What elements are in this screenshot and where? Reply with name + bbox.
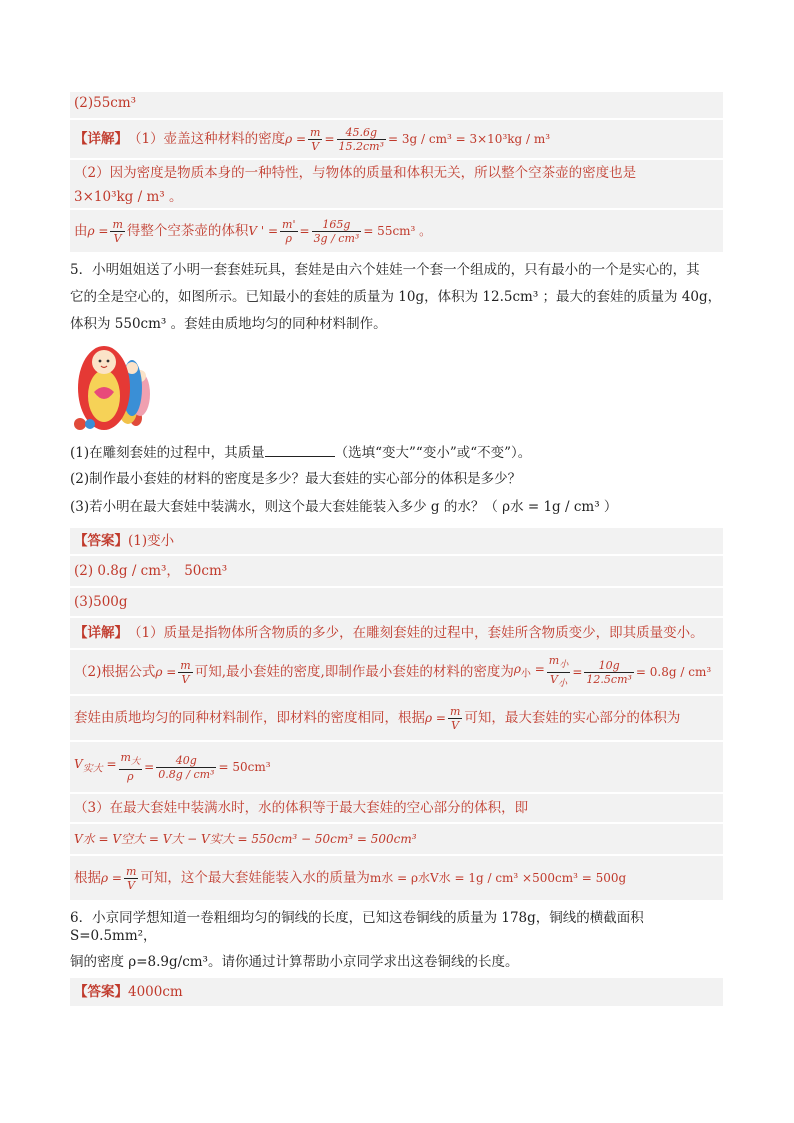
detail-3-den: 3g / cm³	[313, 231, 360, 245]
question-6	[70, 906, 723, 976]
worksheet-page	[70, 92, 723, 1006]
explain-3-b: 可知，最大套娃的实心部分的体积为	[464, 710, 681, 726]
detail-1-den: 15.2cm³	[338, 139, 385, 153]
answer-row-3	[70, 588, 723, 616]
detail-2-value: 3×10³kg / m³ 。	[74, 189, 183, 205]
detail-3-pre: 由	[74, 223, 88, 239]
detail-3-mid: 得整个空茶壶的体积	[126, 223, 249, 239]
q5-line-2: 它的全是空心的，如图所示。已知最小的套娃的质量为 10g，体积为 12.5cm³ ；最大的套娃的质量为 40g，	[70, 289, 722, 305]
explain-3-a: 套娃由质地均匀的同种材料制作，即材料的密度相同，根据	[74, 710, 425, 726]
q6-line-2: 铜的密度 ρ=8.9g/cm³。请你通过计算帮助小京同学求出这卷铜线的长度。	[70, 954, 519, 970]
explain-row-2: （2)根据公式 ρ = $\frac{m}{V}$ 可知,最小套娃的密度,即制作最小套娃的材料的密度为 $\rho_小$ = $\frac{m_小}{V_小}$ = $\frac{10g}{\text{12.5cm³}}$ = 0.8g / cm³	[70, 650, 723, 694]
detail-1-text: （1）壶盖这种材料的密度	[128, 131, 286, 147]
answer-3: (3)500g	[74, 594, 128, 610]
explain-2-a: （2)根据公式	[74, 664, 156, 680]
answer-part2-row	[70, 92, 723, 118]
q5-sub-1-text: (1)在雕刻套娃的过程中，其质量	[70, 445, 265, 461]
detail-1-result: = 3g / cm³ = 3×10³kg / m³	[388, 132, 551, 146]
explain-row-1	[70, 618, 723, 648]
explain-row-4: $V_{实大}$ = $\frac{m_大}{\rho}$ = $\frac{40g}{\text{0.8g / cm³}}$ = 50cm³	[70, 742, 723, 792]
matryoshka-image	[70, 336, 152, 432]
detail-row-2	[70, 160, 723, 208]
detail-3-result: = 55cm³ 。	[363, 224, 432, 238]
explain-6: V水 = V空大 = V大 − V实大 = 550cm³ − 50cm³ = 500cm³	[74, 832, 417, 846]
detail-3-num: 165g	[312, 218, 362, 232]
explain-row-7: 根据 ρ = $\frac{m}{V}$ 可知，这个最大套娃能装入水的质量为 m水 = ρ水V水 = 1g / cm³ ×500cm³ = 500g	[70, 856, 723, 900]
detail-row-1: 【详解】 （1）壶盖这种材料的密度 ρ = $\frac{m}{V}$ = $\frac{45.6g}{\text{15.2cm³}}$ = 3g / cm³ = 3×10³kg / m³	[70, 120, 723, 158]
q6-line-1: 6．小京同学想知道一卷粗细均匀的铜线的长度，已知这卷铜线的质量为 178g，铜线的横截面积 S=0.5mm²，	[70, 910, 644, 944]
detail-tag-2: 【详解】	[74, 625, 128, 641]
answer-part2: (2)55cm³	[74, 95, 137, 111]
q5-sub-1	[70, 442, 723, 466]
detail-row-3: 由 ρ = $\frac{m}{V}$ 得整个空茶壶的体积 V ' = $\frac{m'}{\rho}$ = $\frac{165g}{\text{3g / cm³}}$ = 55cm³ 。	[70, 210, 723, 252]
explain-2-result: = 0.8g / cm³	[635, 665, 712, 679]
explain-2-den: 12.5cm³	[586, 672, 632, 686]
detail-2-text: （2）因为密度是物质本身的一种特性，与物体的质量和体积无关，所以整个空茶壶的密度也是	[74, 165, 637, 181]
explain-4-result: = 50cm³	[218, 760, 271, 774]
explain-row-5	[70, 794, 723, 822]
q5-line-1: 5．小明姐姐送了小明一套套娃玩具，套娃是由六个娃娃一个套一个组成的，只有最小的一个是实心的，其	[70, 262, 700, 278]
explain-5: （3）在最大套娃中装满水时，水的体积等于最大套娃的空心部分的体积，即	[74, 800, 529, 816]
question-5	[70, 258, 723, 336]
explain-row-3: 套娃由质地均匀的同种材料制作，即材料的密度相同，根据 ρ = $\frac{m}{V}$ 可知，最大套娃的实心部分的体积为	[70, 696, 723, 740]
q5-sub-2: (2)制作最小套娃的材料的密度是多少？最大套娃的实心部分的体积是多少？	[70, 471, 522, 487]
explain-2-num: 10g	[584, 659, 634, 673]
explain-1: （1）质量是指物体所含物质的多少，在雕刻套娃的过程中，套娃所含物质变少，即其质量变小。	[128, 625, 704, 641]
answer-tag: 【答案】	[74, 533, 128, 549]
explain-7-a: 根据	[74, 870, 101, 886]
explain-4-den: 0.8g / cm³	[158, 767, 215, 781]
explain-7-b: 可知，这个最大套娃能装入水的质量为	[140, 870, 370, 886]
answer-q6: 4000cm	[128, 984, 183, 1000]
answer-row-2	[70, 556, 723, 586]
explain-2-b: 可知,最小套娃的密度,即制作最小套娃的材料的密度为	[194, 664, 514, 680]
answer-blank[interactable]	[265, 456, 335, 457]
detail-tag: 【详解】	[74, 131, 128, 147]
detail-1-num: 45.6g	[337, 126, 387, 140]
explain-row-6	[70, 824, 723, 854]
doll-image-area	[70, 336, 723, 442]
answer-1: (1)变小	[128, 533, 175, 549]
q5-sub-3: (3)若小明在最大套娃中装满水，则这个最大套娃能装入多少 g 的水？（ ρ水 = 1g / cm³ ）	[70, 499, 618, 515]
answer-row-q6	[70, 978, 723, 1006]
answer-tag-q6: 【答案】	[74, 984, 128, 1000]
answer-2: (2) 0.8g / cm³， 50cm³	[74, 563, 228, 579]
q5-sub-1-options: （选填“变大”“变小”或“不变”）。	[334, 445, 532, 461]
q5-line-3: 体积为 550cm³ 。套娃由质地均匀的同种材料制作。	[70, 316, 387, 332]
answer-row-1	[70, 528, 723, 554]
explain-4-num: 40g	[156, 754, 216, 768]
explain-7-c: m水 = ρ水V水 = 1g / cm³ ×500cm³ = 500g	[369, 871, 627, 885]
